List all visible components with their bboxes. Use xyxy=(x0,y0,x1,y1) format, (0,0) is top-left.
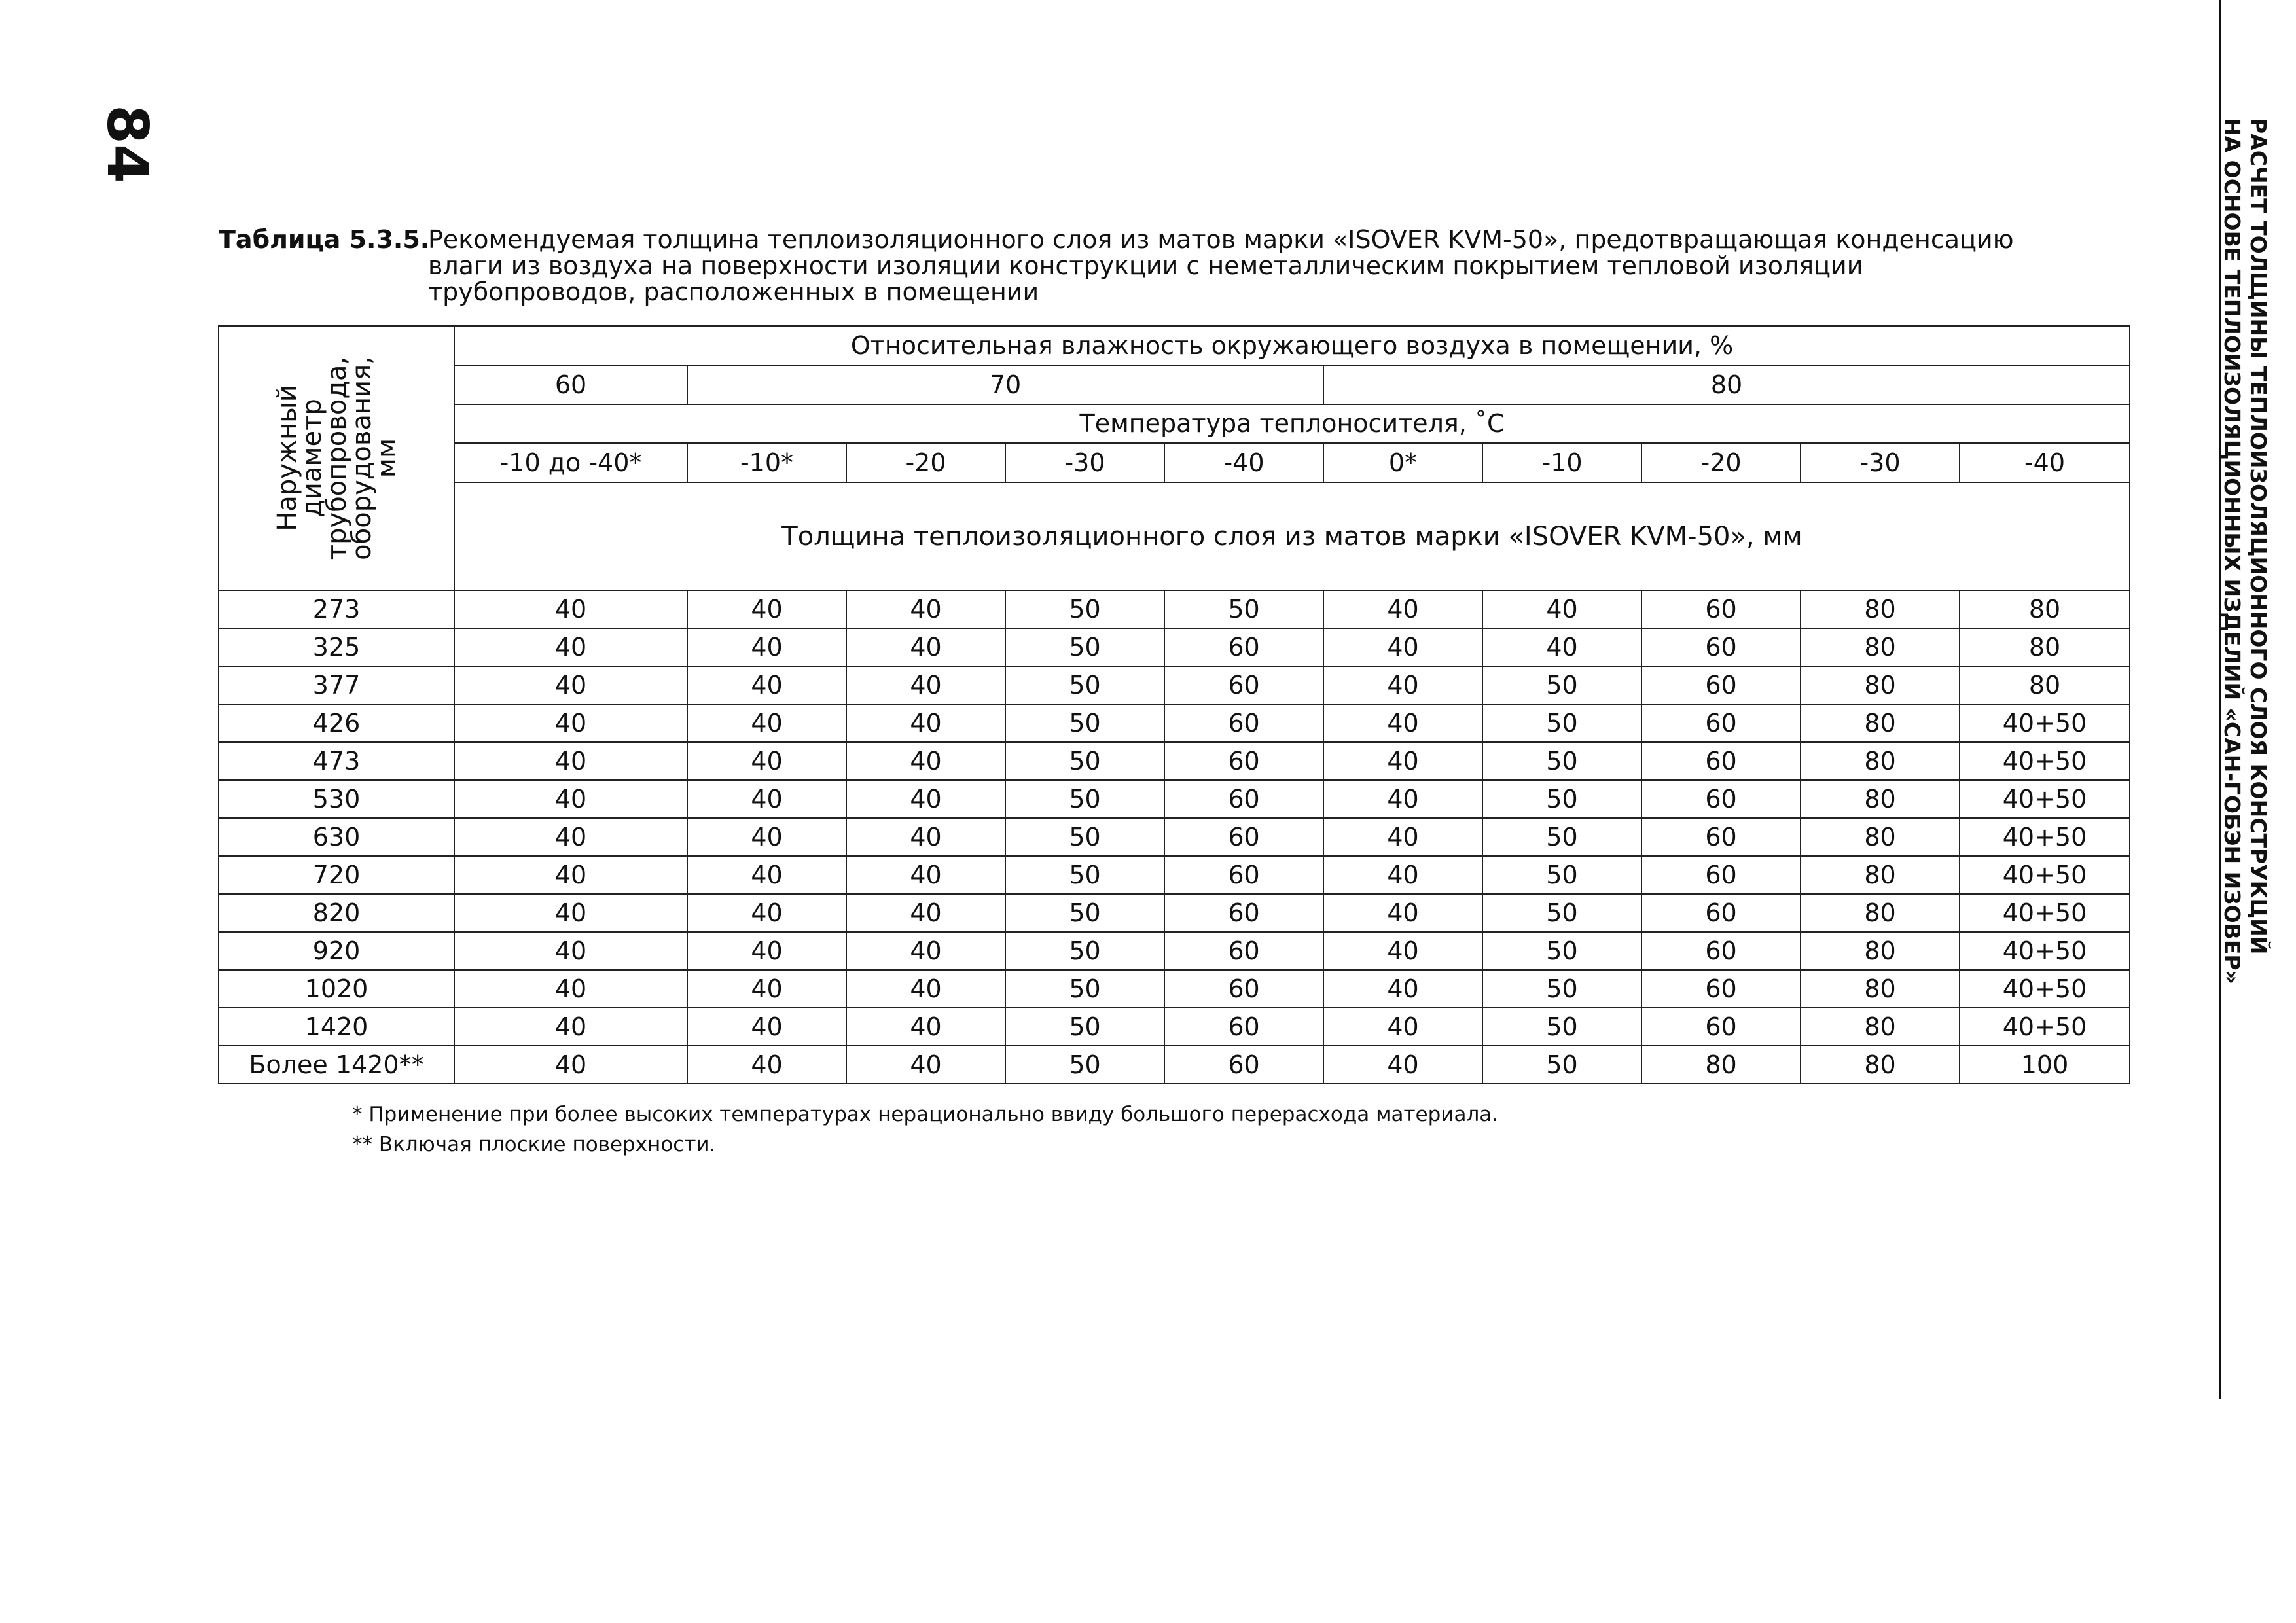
thickness-value-cell: 60 xyxy=(1641,894,1801,932)
thickness-table xyxy=(218,325,2130,1084)
thickness-value-cell: 40 xyxy=(454,1008,687,1046)
temperature-cell: -30 xyxy=(1801,443,1960,482)
thickness-value-cell: 50 xyxy=(1005,932,1164,970)
thickness-value-cell: 80 xyxy=(1801,1046,1960,1084)
table-body xyxy=(219,326,2130,1084)
thickness-value-cell: 50 xyxy=(1005,704,1164,742)
thickness-value-cell: 40 xyxy=(454,780,687,818)
diameter-cell: 1020 xyxy=(219,970,454,1008)
thickness-value-cell: 50 xyxy=(1005,856,1164,894)
thickness-value-cell: 40 xyxy=(687,818,846,856)
diameter-cell: 426 xyxy=(219,704,454,742)
thickness-value-cell: 40 xyxy=(454,590,687,628)
thickness-value-cell: 80 xyxy=(1641,1046,1801,1084)
thickness-value-cell: 40+50 xyxy=(1960,780,2130,818)
thickness-value-cell: 40 xyxy=(454,704,687,742)
table-caption xyxy=(219,226,2051,305)
diameter-cell: 473 xyxy=(219,742,454,780)
thickness-value-cell: 50 xyxy=(1482,818,1641,856)
table-row xyxy=(219,780,2130,818)
thickness-value-cell: 60 xyxy=(1164,1008,1323,1046)
thickness-value-cell: 50 xyxy=(1482,742,1641,780)
thickness-value-cell: 50 xyxy=(1005,818,1164,856)
thickness-value-cell: 80 xyxy=(1960,628,2130,666)
thickness-value-cell: 40+50 xyxy=(1960,932,2130,970)
thickness-value-cell: 40 xyxy=(1323,666,1482,704)
thickness-value-cell: 40+50 xyxy=(1960,818,2130,856)
footnote-1: * Применение при более высоких температурах нерационально ввиду большого перерасхода материала. xyxy=(352,1103,1499,1126)
thickness-value-cell: 40 xyxy=(687,780,846,818)
thickness-value-cell: 40 xyxy=(454,970,687,1008)
thickness-value-cell: 40 xyxy=(1323,742,1482,780)
thickness-value-cell: 60 xyxy=(1641,704,1801,742)
thickness-value-cell: 60 xyxy=(1641,1008,1801,1046)
temperature-cell: -10 до -40* xyxy=(454,443,687,482)
diameter-cell: 1420 xyxy=(219,1008,454,1046)
thickness-value-cell: 80 xyxy=(1801,1008,1960,1046)
thickness-value-cell: 60 xyxy=(1641,856,1801,894)
thickness-value-cell: 60 xyxy=(1164,856,1323,894)
thickness-value-cell: 40 xyxy=(454,628,687,666)
diameter-cell: Более 1420** xyxy=(219,1046,454,1084)
header-row-humidity-groups xyxy=(219,365,2130,404)
thickness-value-cell: 50 xyxy=(1482,1046,1641,1084)
thickness-value-cell: 80 xyxy=(1801,894,1960,932)
thickness-value-cell: 40 xyxy=(846,856,1005,894)
thickness-value-cell: 40 xyxy=(846,932,1005,970)
page-number xyxy=(94,105,160,183)
table-row xyxy=(219,628,2130,666)
table-row xyxy=(219,704,2130,742)
running-header xyxy=(2134,118,2278,984)
thickness-value-cell: 40 xyxy=(846,1046,1005,1084)
thickness-value-cell: 40+50 xyxy=(1960,704,2130,742)
temperature-cell: -40 xyxy=(1164,443,1323,482)
thickness-value-cell: 40+50 xyxy=(1960,742,2130,780)
thickness-value-cell: 60 xyxy=(1641,666,1801,704)
thickness-value-cell: 40 xyxy=(687,1008,846,1046)
thickness-value-cell: 50 xyxy=(1482,932,1641,970)
thickness-value-cell: 40 xyxy=(846,704,1005,742)
thickness-value-cell: 80 xyxy=(1801,932,1960,970)
thickness-value-cell: 50 xyxy=(1482,894,1641,932)
table-row xyxy=(219,856,2130,894)
thickness-value-cell: 60 xyxy=(1164,666,1323,704)
thickness-value-cell: 40 xyxy=(687,856,846,894)
thickness-value-cell: 60 xyxy=(1641,628,1801,666)
thickness-value-cell: 60 xyxy=(1641,970,1801,1008)
temperature-cell: -30 xyxy=(1005,443,1164,482)
diameter-cell: 273 xyxy=(219,590,454,628)
table-row xyxy=(219,1008,2130,1046)
thickness-value-cell: 40 xyxy=(454,666,687,704)
running-header-line-2: НА ОСНОВЕ ТЕПЛОИЗОЛЯЦИОННЫХ ИЗДЕЛИЙ «САН-ГОБЭН ИЗОВЕР» xyxy=(2219,118,2245,984)
thickness-value-cell: 40 xyxy=(687,704,846,742)
thickness-value-cell: 40 xyxy=(846,894,1005,932)
temperature-cell: -20 xyxy=(846,443,1005,482)
thickness-value-cell: 40 xyxy=(1323,970,1482,1008)
thickness-value-cell: 50 xyxy=(1482,856,1641,894)
thickness-value-cell: 40 xyxy=(846,666,1005,704)
thickness-value-cell: 80 xyxy=(1801,590,1960,628)
thickness-value-cell: 40 xyxy=(1323,628,1482,666)
thickness-value-cell: 60 xyxy=(1164,818,1323,856)
thickness-value-cell: 40 xyxy=(846,590,1005,628)
header-row-temperature xyxy=(219,404,2130,444)
running-header-text xyxy=(2219,118,2271,984)
thickness-value-cell: 80 xyxy=(1801,780,1960,818)
thickness-value-cell: 40 xyxy=(846,818,1005,856)
table-row xyxy=(219,666,2130,704)
thickness-value-cell: 60 xyxy=(1164,704,1323,742)
footnotes xyxy=(352,1099,1498,1160)
thickness-value-cell: 60 xyxy=(1164,932,1323,970)
header-row-temperatures xyxy=(219,443,2130,482)
thickness-value-cell: 40 xyxy=(1323,590,1482,628)
thickness-value-cell: 100 xyxy=(1960,1046,2130,1084)
thickness-value-cell: 60 xyxy=(1641,590,1801,628)
thickness-value-cell: 60 xyxy=(1164,1046,1323,1084)
temperature-cell: -10 xyxy=(1482,443,1641,482)
thickness-value-cell: 40 xyxy=(1323,932,1482,970)
thickness-value-cell: 40 xyxy=(1323,704,1482,742)
thickness-value-cell: 40 xyxy=(687,666,846,704)
thickness-value-cell: 40 xyxy=(687,894,846,932)
thickness-value-cell: 60 xyxy=(1164,970,1323,1008)
thickness-value-cell: 80 xyxy=(1801,628,1960,666)
thickness-value-cell: 40 xyxy=(687,742,846,780)
thickness-value-cell: 50 xyxy=(1482,780,1641,818)
thickness-value-cell: 80 xyxy=(1801,818,1960,856)
thickness-value-cell: 60 xyxy=(1164,742,1323,780)
thickness-value-cell: 40 xyxy=(454,894,687,932)
thickness-value-cell: 60 xyxy=(1641,742,1801,780)
diameter-cell: 720 xyxy=(219,856,454,894)
thickness-value-cell: 80 xyxy=(1960,666,2130,704)
thickness-value-cell: 60 xyxy=(1164,894,1323,932)
header-row-humidity xyxy=(219,326,2130,365)
table-row xyxy=(219,1046,2130,1084)
thickness-value-cell: 50 xyxy=(1005,1046,1164,1084)
thickness-value-cell: 50 xyxy=(1005,1008,1164,1046)
thickness-value-cell: 40 xyxy=(454,932,687,970)
thickness-value-cell: 80 xyxy=(1801,742,1960,780)
thickness-value-cell: 40 xyxy=(687,932,846,970)
thickness-value-cell: 40 xyxy=(1323,818,1482,856)
thickness-value-cell: 40 xyxy=(846,970,1005,1008)
temperature-cell: -10* xyxy=(687,443,846,482)
temperature-cell: 0* xyxy=(1323,443,1482,482)
humidity-header: Относительная влажность окружающего воздуха в помещении, % xyxy=(454,326,2130,365)
row-header-cell xyxy=(219,326,454,590)
thickness-value-cell: 80 xyxy=(1801,666,1960,704)
thickness-value-cell: 40 xyxy=(454,818,687,856)
humidity-group-cell: 80 xyxy=(1323,365,2130,404)
thickness-value-cell: 40+50 xyxy=(1960,856,2130,894)
diameter-cell: 920 xyxy=(219,932,454,970)
thickness-value-cell: 40 xyxy=(687,628,846,666)
table-row xyxy=(219,894,2130,932)
diameter-cell: 530 xyxy=(219,780,454,818)
thickness-value-cell: 40 xyxy=(846,628,1005,666)
table-caption-text: Рекомендуемая толщина теплоизоляционного слоя из матов марки «ISOVER KVM-50», предотвращающая конденсацию влаги из воздуха на поверхности изоляции конструкции с неметаллическим покрытием тепловой изоляции трубопроводов, расположенных в помещении xyxy=(428,225,2014,306)
table-row xyxy=(219,932,2130,970)
thickness-value-cell: 40 xyxy=(1323,1008,1482,1046)
thickness-value-cell: 60 xyxy=(1641,818,1801,856)
thickness-value-cell: 40 xyxy=(687,970,846,1008)
thickness-value-cell: 40 xyxy=(846,780,1005,818)
temperature-header: Температура теплоносителя, ˚С xyxy=(454,404,2130,444)
thickness-value-cell: 50 xyxy=(1005,628,1164,666)
thickness-value-cell: 50 xyxy=(1005,742,1164,780)
thickness-value-cell: 80 xyxy=(1801,704,1960,742)
thickness-value-cell: 40 xyxy=(1323,856,1482,894)
table-row xyxy=(219,742,2130,780)
thickness-value-cell: 40 xyxy=(687,1046,846,1084)
thickness-value-cell: 50 xyxy=(1005,666,1164,704)
humidity-group-cell: 70 xyxy=(687,365,1323,404)
temperature-cell: -40 xyxy=(1960,443,2130,482)
diameter-cell: 377 xyxy=(219,666,454,704)
table-row xyxy=(219,590,2130,628)
table-caption-label: Таблица 5.3.5. xyxy=(219,225,430,254)
humidity-group-cell: 60 xyxy=(454,365,687,404)
thickness-value-cell: 40 xyxy=(1323,780,1482,818)
thickness-value-cell: 80 xyxy=(1801,856,1960,894)
page-number-text: 84 xyxy=(94,105,160,183)
thickness-value-cell: 40 xyxy=(454,1046,687,1084)
thickness-value-cell: 40+50 xyxy=(1960,970,2130,1008)
thickness-value-cell: 60 xyxy=(1164,780,1323,818)
thickness-value-cell: 40 xyxy=(1482,628,1641,666)
footnote-2: ** Включая плоские поверхности. xyxy=(352,1133,716,1156)
thickness-value-cell: 50 xyxy=(1164,590,1323,628)
thickness-value-cell: 40 xyxy=(846,1008,1005,1046)
thickness-value-cell: 50 xyxy=(1482,704,1641,742)
thickness-value-cell: 40+50 xyxy=(1960,1008,2130,1046)
thickness-value-cell: 40 xyxy=(454,742,687,780)
thickness-value-cell: 40+50 xyxy=(1960,894,2130,932)
thickness-value-cell: 50 xyxy=(1482,970,1641,1008)
thickness-value-cell: 50 xyxy=(1005,590,1164,628)
running-header-line-1: РАСЧЕТ ТОЛЩИНЫ ТЕПЛОИЗОЛЯЦИОННОГО СЛОЯ КОНСТРУКЦИЙ xyxy=(2246,118,2271,955)
thickness-value-cell: 40 xyxy=(846,742,1005,780)
thickness-value-cell: 40 xyxy=(1323,894,1482,932)
row-header-text: Наружный диаметр трубопровода, оборудования, мм xyxy=(272,356,402,560)
header-row-thickness xyxy=(219,482,2130,590)
thickness-value-cell: 40 xyxy=(687,590,846,628)
thickness-value-cell: 50 xyxy=(1005,894,1164,932)
thickness-value-cell: 50 xyxy=(1482,1008,1641,1046)
thickness-value-cell: 80 xyxy=(1801,970,1960,1008)
diameter-cell: 630 xyxy=(219,818,454,856)
thickness-value-cell: 40 xyxy=(1323,1046,1482,1084)
thickness-value-cell: 60 xyxy=(1164,628,1323,666)
thickness-value-cell: 50 xyxy=(1482,666,1641,704)
thickness-value-cell: 50 xyxy=(1005,780,1164,818)
thickness-value-cell: 50 xyxy=(1005,970,1164,1008)
thickness-value-cell: 60 xyxy=(1641,932,1801,970)
table-row xyxy=(219,818,2130,856)
thickness-value-cell: 40 xyxy=(454,856,687,894)
thickness-value-cell: 60 xyxy=(1641,780,1801,818)
thickness-value-cell: 80 xyxy=(1960,590,2130,628)
thickness-value-cell: 40 xyxy=(1482,590,1641,628)
temperature-cell: -20 xyxy=(1641,443,1801,482)
diameter-cell: 820 xyxy=(219,894,454,932)
table-row xyxy=(219,970,2130,1008)
diameter-cell: 325 xyxy=(219,628,454,666)
thickness-header: Толщина теплоизоляционного слоя из матов марки «ISOVER KVM-50», мм xyxy=(454,482,2130,590)
